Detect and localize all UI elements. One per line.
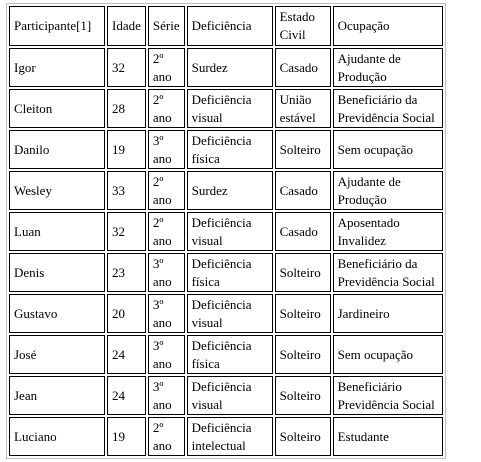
cell-ocupacao: Jardineiro [333, 294, 443, 333]
cell-idade: 32 [107, 212, 146, 251]
header-ocupacao: Ocupação [333, 6, 443, 46]
cell-deficiencia: Deficiência física [187, 253, 273, 292]
table-body [9, 48, 443, 456]
cell-estado-civil: Solteiro [275, 417, 331, 456]
table-header [9, 6, 443, 46]
table-row [9, 171, 443, 210]
cell-participante: Jean [9, 376, 105, 415]
table-row [9, 48, 443, 87]
table-row [9, 335, 443, 374]
cell-estado-civil: União estável [275, 89, 331, 128]
cell-estado-civil: Solteiro [275, 376, 331, 415]
cell-ocupacao: Aposentado Invalidez [333, 212, 443, 251]
cell-participante: Luan [9, 212, 105, 251]
header-participante: Participante[1] [9, 6, 105, 46]
cell-deficiencia: Surdez [187, 171, 273, 210]
cell-ocupacao: Beneficiário da Previdência Social [333, 253, 443, 292]
table-row [9, 89, 443, 128]
cell-participante: Igor [9, 48, 105, 87]
cell-participante: José [9, 335, 105, 374]
cell-estado-civil: Casado [275, 212, 331, 251]
cell-ocupacao: Ajudante de Produção [333, 48, 443, 87]
header-row [9, 6, 443, 46]
cell-participante: Gustavo [9, 294, 105, 333]
cell-estado-civil: Casado [275, 171, 331, 210]
cell-serie: 2º ano [148, 417, 185, 456]
cell-ocupacao: Sem ocupação [333, 335, 443, 374]
cell-deficiencia: Deficiência visual [187, 294, 273, 333]
cell-deficiencia: Deficiência física [187, 130, 273, 169]
cell-idade: 24 [107, 376, 146, 415]
header-serie: Série [148, 6, 185, 46]
cell-participante: Wesley [9, 171, 105, 210]
cell-serie: 2º ano [148, 48, 185, 87]
header-deficiencia: Deficiência [187, 6, 273, 46]
cell-participante: Luciano [9, 417, 105, 456]
cell-serie: 2º ano [148, 212, 185, 251]
cell-deficiencia: Surdez [187, 48, 273, 87]
cell-idade: 20 [107, 294, 146, 333]
cell-deficiencia: Deficiência intelectual [187, 417, 273, 456]
cell-ocupacao: Beneficiário Previdência Social [333, 376, 443, 415]
cell-deficiencia: Deficiência visual [187, 376, 273, 415]
cell-serie: 3º ano [148, 376, 185, 415]
table-row [9, 130, 443, 169]
cell-idade: 32 [107, 48, 146, 87]
cell-ocupacao: Ajudante de Produção [333, 171, 443, 210]
cell-estado-civil: Solteiro [275, 130, 331, 169]
cell-ocupacao: Beneficiário da Previdência Social [333, 89, 443, 128]
cell-serie: 2º ano [148, 171, 185, 210]
cell-ocupacao: Estudante [333, 417, 443, 456]
cell-serie: 3º ano [148, 335, 185, 374]
cell-deficiencia: Deficiência física [187, 335, 273, 374]
cell-idade: 23 [107, 253, 146, 292]
header-estado-civil: Estado Civil [275, 6, 331, 46]
participants-table [6, 3, 446, 459]
cell-ocupacao: Sem ocupação [333, 130, 443, 169]
table-row [9, 294, 443, 333]
cell-estado-civil: Solteiro [275, 253, 331, 292]
table-row [9, 212, 443, 251]
header-idade: Idade [107, 6, 146, 46]
cell-deficiencia: Deficiência visual [187, 212, 273, 251]
cell-participante: Denis [9, 253, 105, 292]
cell-estado-civil: Casado [275, 48, 331, 87]
table-row [9, 376, 443, 415]
cell-estado-civil: Solteiro [275, 335, 331, 374]
cell-idade: 33 [107, 171, 146, 210]
cell-idade: 19 [107, 417, 146, 456]
cell-deficiencia: Deficiência visual [187, 89, 273, 128]
cell-serie: 3º ano [148, 294, 185, 333]
cell-participante: Danilo [9, 130, 105, 169]
cell-serie: 3º ano [148, 253, 185, 292]
cell-idade: 24 [107, 335, 146, 374]
cell-idade: 19 [107, 130, 146, 169]
table-row [9, 253, 443, 292]
table-row [9, 417, 443, 456]
cell-estado-civil: Solteiro [275, 294, 331, 333]
cell-serie: 3º ano [148, 130, 185, 169]
cell-participante: Cleiton [9, 89, 105, 128]
cell-serie: 2º ano [148, 89, 185, 128]
cell-idade: 28 [107, 89, 146, 128]
